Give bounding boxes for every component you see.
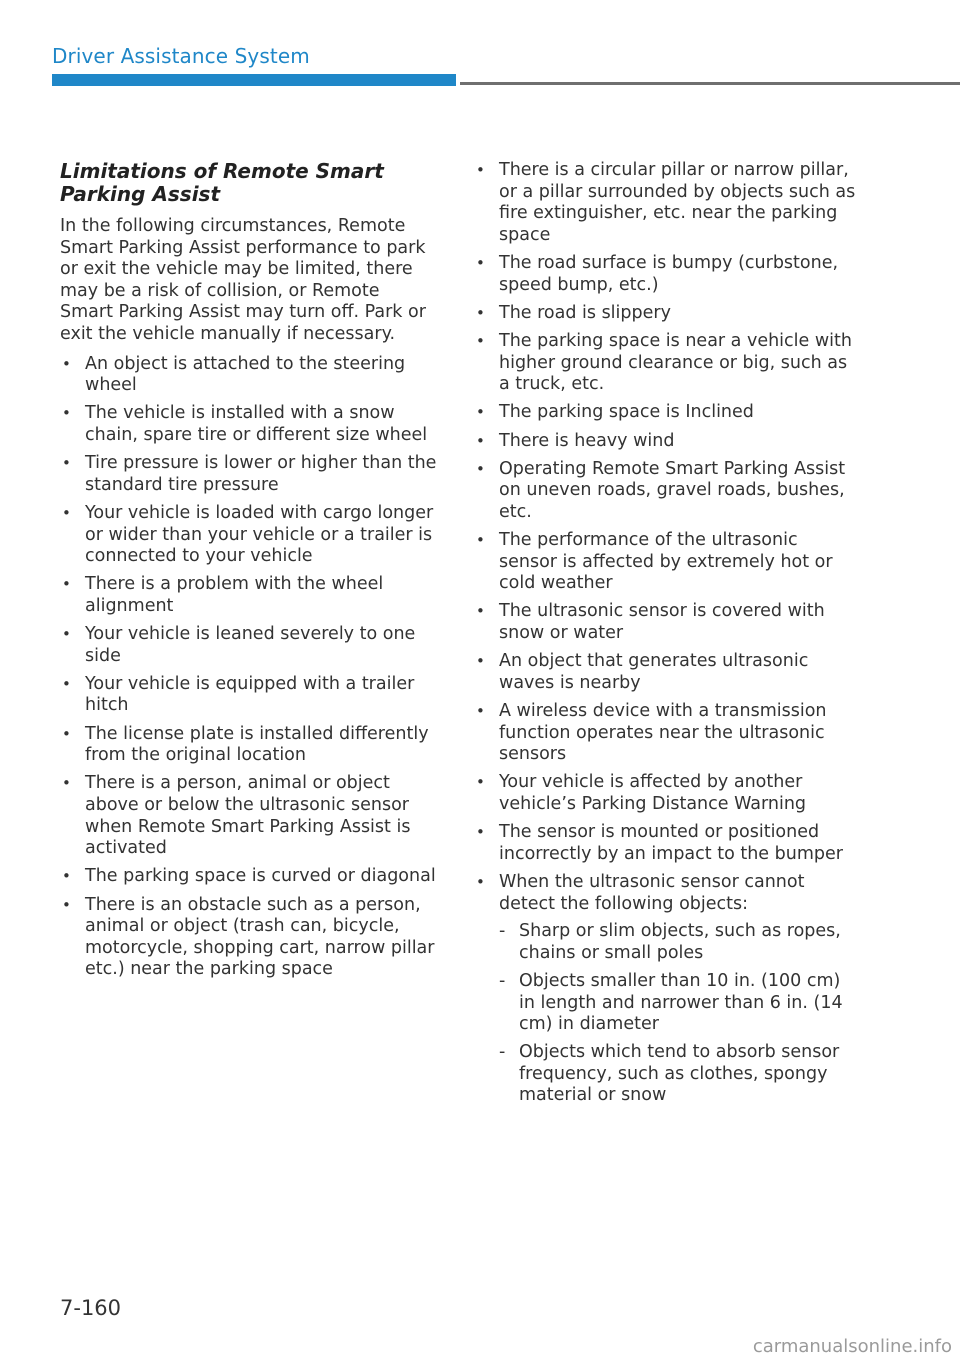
bullet-text: Operating Remote Smart Parking Assist on uneven roads, gravel roads, bushes, etc. <box>499 458 846 522</box>
bullet-item <box>474 601 860 644</box>
bullet-dot-icon: • <box>62 895 71 914</box>
bullet-dot-icon: • <box>476 431 485 450</box>
bullet-text: When the ultrasonic sensor cannot detect the following objects: <box>499 871 805 914</box>
bullet-dot-icon: • <box>476 161 485 179</box>
bullet-dot-icon: • <box>62 867 71 886</box>
bullet-item <box>474 701 860 766</box>
bullet-item <box>474 530 860 595</box>
bullet-dot-icon: • <box>476 823 485 842</box>
bullet-dot-icon: • <box>62 774 71 793</box>
bullet-item <box>60 674 438 717</box>
page-number: 7-160 <box>60 1296 122 1320</box>
bullet-text: The parking space is curved or diagonal <box>85 866 436 887</box>
bullet-item <box>60 354 438 397</box>
intro-paragraph: In the following circumstances, Remote Smart Parking Assist performance to park or exit the vehicle may be limited, there may be a risk of collision, or Remote Smart Parking Assist may turn off. Park or exit the vehicle manually if necessary. <box>60 216 426 344</box>
bullet-dot-icon: • <box>62 724 71 743</box>
bullet-item <box>60 773 438 859</box>
bullet-item <box>60 866 438 888</box>
bullet-text: A wireless device with a transmission function operates near the ultrasonic sensors <box>499 701 827 765</box>
sub-item-text: Sharp or slim objects, such as ropes, chains or small poles <box>519 921 841 963</box>
sub-item-text: Objects which tend to absorb sensor frequency, such as clothes, spongy material or snow <box>519 1042 840 1106</box>
bullet-dot-icon: • <box>476 531 485 550</box>
bullet-text: Your vehicle is loaded with cargo longer or wider than your vehicle or a trailer is connected to your vehicle <box>85 502 434 567</box>
bullet-item <box>474 772 860 815</box>
bullet-item <box>474 872 860 1107</box>
section-heading: Limitations of Remote Smart Parking Assist <box>60 159 384 206</box>
bullet-text: There is heavy wind <box>499 430 675 451</box>
bullet-text: There is a person, animal or object above or below the ultrasonic sensor when Remote Smart Parking Assist is activated <box>85 773 411 859</box>
bullet-item <box>474 402 860 424</box>
sub-list-item <box>499 921 860 964</box>
bullet-text: The road is slippery <box>499 302 671 323</box>
bullet-text: An object that generates ultrasonic waves is nearby <box>499 651 809 693</box>
bullet-text: Your vehicle is affected by another vehicle’s Parking Distance Warning <box>499 772 807 814</box>
left-column <box>60 160 438 988</box>
bullet-text: The performance of the ultrasonic sensor is affected by extremely hot or cold weather <box>499 530 833 594</box>
bullet-dot-icon: • <box>476 403 485 422</box>
bullet-text: Your vehicle is leaned severely to one side <box>85 624 416 666</box>
bullet-dot-icon: • <box>62 503 71 522</box>
bullet-item <box>60 895 438 981</box>
bullet-item <box>474 431 860 453</box>
bullet-item <box>474 303 860 325</box>
watermark-text: carmanualsonline.info <box>752 1336 952 1357</box>
bullet-item <box>474 822 860 865</box>
bullet-dot-icon: • <box>476 652 485 671</box>
bullet-dot-icon: • <box>476 253 485 272</box>
bullet-text: The license plate is installed differently from the original location <box>85 723 429 766</box>
dash-marker-icon: - <box>499 1042 506 1063</box>
bullet-dot-icon: • <box>476 773 485 792</box>
bullet-text: The parking space is near a vehicle with higher ground clearance or big, such as a truck, etc. <box>499 330 852 395</box>
bullet-item <box>474 331 860 396</box>
bullet-dot-icon: • <box>62 674 71 693</box>
bullet-item <box>60 403 438 446</box>
bullet-text: The road surface is bumpy (curbstone, speed bump, etc.) <box>499 252 839 295</box>
sub-list-item <box>499 971 860 1036</box>
bullet-text: Tire pressure is lower or higher than the standard tire pressure <box>85 453 437 495</box>
bullet-item <box>60 724 438 767</box>
bullet-dot-icon: • <box>476 459 485 478</box>
bullet-dot-icon: • <box>476 303 485 322</box>
bullet-dot-icon: • <box>62 454 71 473</box>
sub-item-list <box>499 921 860 1107</box>
bullet-item <box>60 453 438 496</box>
right-column <box>474 160 860 1114</box>
bullet-text: There is a circular pillar or narrow pillar, or a pillar surrounded by objects such as fire extinguisher, etc. near the parking space <box>499 160 856 245</box>
dash-marker-icon: - <box>499 921 506 942</box>
bullet-dot-icon: • <box>62 625 71 644</box>
bullet-dot-icon: • <box>62 404 71 423</box>
bullet-item <box>60 624 438 667</box>
bullet-item <box>474 160 860 246</box>
bullet-text: Your vehicle is equipped with a trailer hitch <box>85 673 415 716</box>
bullet-item <box>474 459 860 524</box>
sub-list-item <box>499 1042 860 1107</box>
bullet-text: The ultrasonic sensor is covered with snow or water <box>499 601 825 644</box>
bullet-dot-icon: • <box>476 872 485 891</box>
bullet-text: The sensor is mounted or positioned incorrectly by an impact to the bumper <box>499 822 843 864</box>
bullet-dot-icon: • <box>476 331 485 350</box>
bullet-text: There is a problem with the wheel alignment <box>85 574 384 616</box>
bullet-text: An object is attached to the steering wheel <box>85 353 406 396</box>
bullet-text: The parking space is Inclined <box>499 402 754 423</box>
bullet-item <box>474 651 860 694</box>
running-header-title: Driver Assistance System <box>52 44 310 68</box>
dash-marker-icon: - <box>499 970 506 991</box>
sub-item-text: Objects smaller than 10 in. (100 cm) in length and narrower than 6 in. (14 cm) in diameter <box>519 970 843 1035</box>
bullet-item <box>60 574 438 617</box>
left-bullet-list <box>60 354 438 981</box>
header-rule-line <box>460 82 960 85</box>
bullet-item <box>474 253 860 296</box>
bullet-dot-icon: • <box>476 702 485 720</box>
bullet-dot-icon: • <box>62 575 71 594</box>
bullet-item <box>60 503 438 568</box>
bullet-dot-icon: • <box>62 354 71 373</box>
bullet-dot-icon: • <box>476 602 485 621</box>
bullet-text: The vehicle is installed with a snow chain, spare tire or different size wheel <box>85 403 428 445</box>
bullet-text: There is an obstacle such as a person, animal or object (trash can, bicycle, motorcycle, shopping cart, narrow pillar etc.) near the parking space <box>85 894 435 980</box>
header-accent-bar <box>52 74 456 86</box>
right-bullet-list <box>474 160 860 1107</box>
